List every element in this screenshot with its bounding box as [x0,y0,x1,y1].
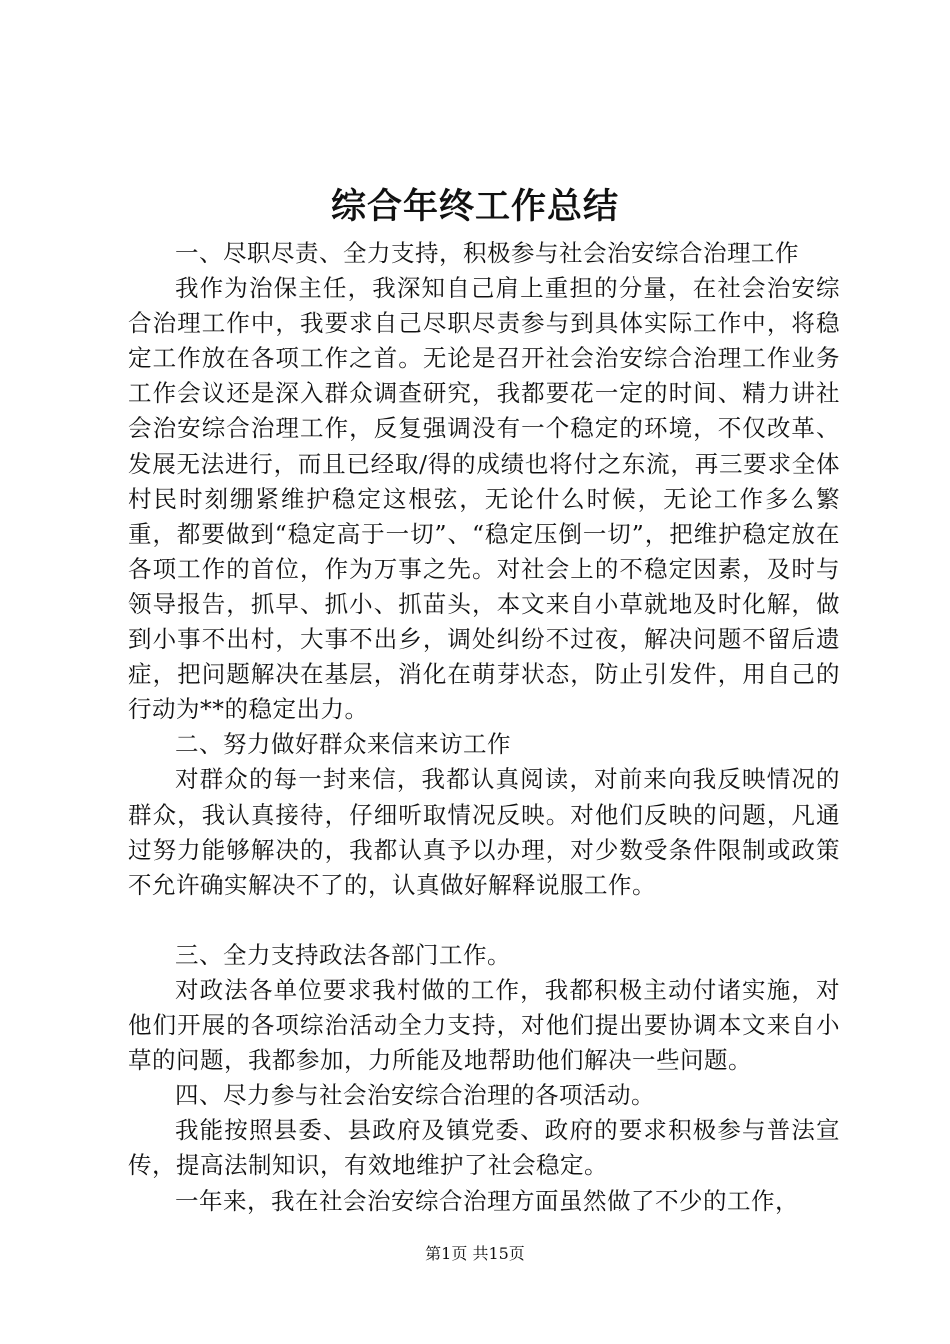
body-paragraph-3: 对政法各单位要求我村做的工作，我都积极主动付诸实施，对他们开展的各项综治活动全力支持，对他们提出要协调本文来自小草的问题，我都参加，力所能及地帮助他们解决一些问题。 [128,975,840,1075]
body-paragraph-2: 对群众的每一封来信，我都认真阅读，对前来向我反映情况的群众，我认真接待，仔细听取情况反映。对他们反映的问题，凡通过努力能够解决的，我都认真予以办理，对少数受条件限制或政策不允许确实解决不了的，认真做好解释说服工作。 [128,765,840,899]
body-paragraph-5: 一年来，我在社会治安综合治理方面虽然做了不少的工作， [175,1186,799,1215]
section-heading-2: 二、努力做好群众来信来访工作 [175,730,511,759]
document-title: 综合年终工作总结 [330,186,619,227]
blank-line [128,903,840,938]
body-paragraph-1: 我作为治保主任，我深知自己肩上重担的分量，在社会治安综合治理工作中，我要求自己尽职尽责参与到具体实际工作中，将稳定工作放在各项工作之首。无论是召开社会治安综合治理工作业务工作会议还是深入群众调查研究，我都要花一定的时间、精力讲社会治安综合治理工作，反复强调没有一个稳定的环境，不仅改革、发展无法进行，而且已经取/得的成绩也将付之东流，再三要求全体村民时刻绷紧维护稳定这根弦，无论什么时候，无论工作多么繁重，都要做到“稳定高于一切”、“稳定压倒一切”，把维护稳定放在各项工作的首位，作为万事之先。对社会上的不稳定因素，及时与领导报告，抓早、抓小、抓苗头，本文来自小草就地及时化解，做到小事不出村，大事不出乡，调处纠纷不过夜，解决问题不留后遗症，把问题解决在基层，消化在萌芽状态，防止引发件，用自己的行动为**的稳定出力。 [128,274,840,724]
document-body [128,236,840,1219]
section-heading-1: 一、尽职尽责、全力支持，积极参与社会治安综合治理工作 [175,239,799,267]
section-heading-3: 三、全力支持政法各部门工作。 [175,940,511,969]
section-heading-4: 四、尽力参与社会治安综合治理的各项活动。 [175,1081,655,1110]
body-paragraph-4: 我能按照县委、县政府及镇党委、政府的要求积极参与普法宣传，提高法制知识，有效地维护了社会稳定。 [128,1116,840,1180]
page-number-footer: 第1页 共15页 [425,1244,525,1263]
